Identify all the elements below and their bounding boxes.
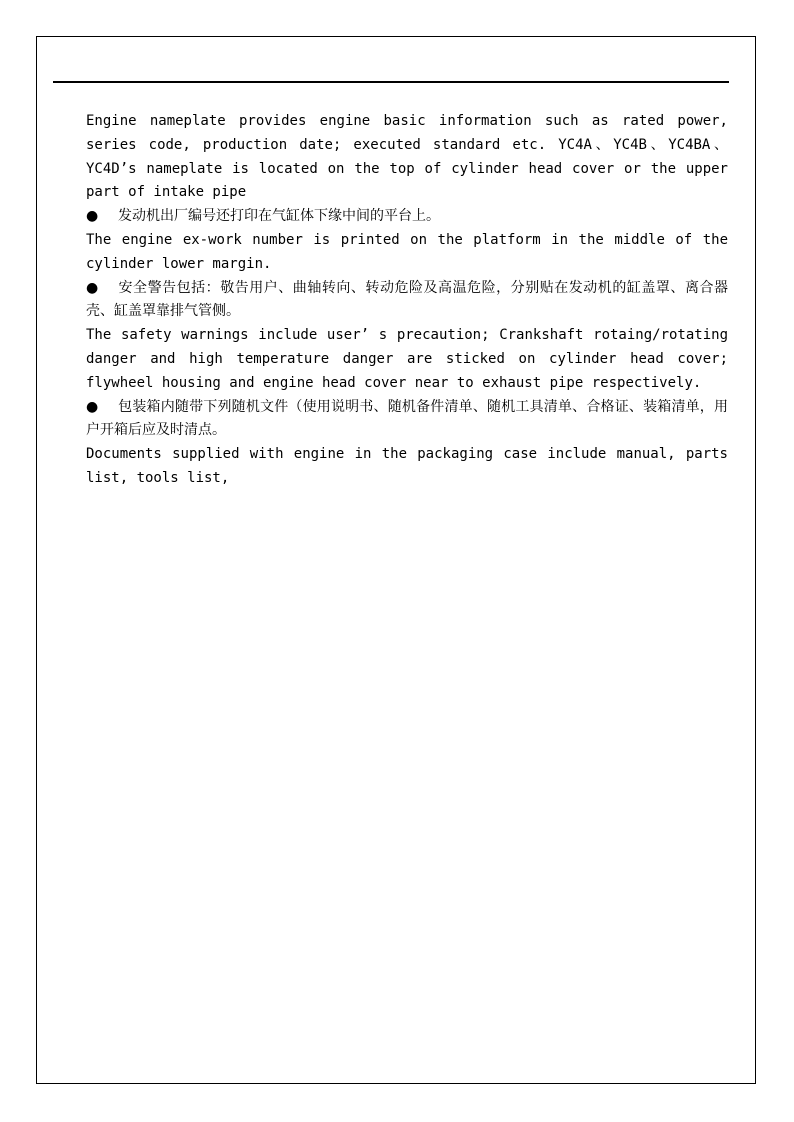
bullet-text: 安全警告包括：敬告用户、曲轴转向、转动危险及高温危险，分别贴在发动机的缸盖罩、离合器壳、缸盖罩靠排气管侧。 <box>86 279 728 320</box>
bullet-icon: ● <box>86 279 99 296</box>
header-rule <box>53 81 729 83</box>
paragraph-documents-en: Documents supplied with engine in the packaging case include manual, parts list, tools list, <box>86 446 728 486</box>
bullet-text: 包装箱内随带下列随机文件（使用说明书、随机备件清单、随机工具清单、合格证、装箱清单，用户开箱后应及时清点。 <box>86 398 728 439</box>
document-body <box>86 110 728 491</box>
bullet-item-documents <box>86 396 728 444</box>
bullet-icon: ● <box>86 208 99 225</box>
paragraph-ex-work-number-en: The engine ex-work number is printed on the platform in the middle of the cylinder lower margin. <box>86 231 728 272</box>
bullet-icon: ● <box>86 398 99 415</box>
bullet-item-safety-warnings <box>86 277 728 325</box>
paragraph-safety-warnings-en: The safety warnings include user’ s precaution; Crankshaft rotaing/rotating danger and high temperature danger are sticked on cylinder head cover; flywheel housing and engine head cover near to exhaust pipe respectively. <box>86 327 728 391</box>
bullet-text: 发动机出厂编号还打印在气缸体下缘中间的平台上。 <box>118 208 440 225</box>
paragraph-nameplate-en: Engine nameplate provides engine basic information such as rated power, series code, production date; executed standard etc. YC4A、YC4B、YC4BA、YC4D’s nameplate is located on the top of cylinder head cover or the upper part of intake pipe <box>86 113 728 201</box>
bullet-item-ex-work-number <box>86 205 728 229</box>
